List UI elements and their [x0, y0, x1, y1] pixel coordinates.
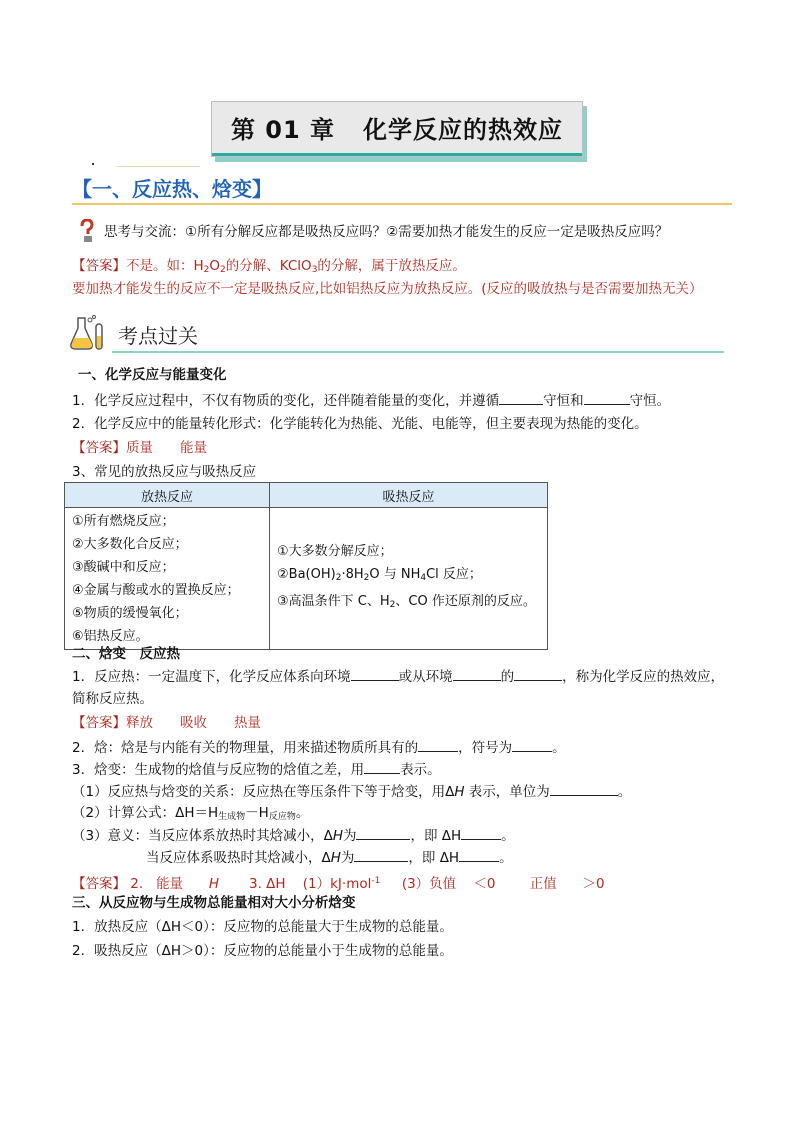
- think-question: 思考与交流：①所有分解反应都是吸热反应吗？②需要加热才能发生的反应一定是吸热反应吗？: [104, 224, 669, 240]
- list-item: ⑤物质的缓慢氧化；: [72, 606, 188, 621]
- list-item: ③酸碱中和反应；: [72, 560, 175, 575]
- part3-line2: 2．吸热反应（ΔH＞0）：反应物的总能量小于生成物的总能量。: [72, 943, 453, 959]
- part2-answer: 【答案】释放 吸收 热量: [72, 715, 261, 731]
- decorative-dot: [92, 163, 94, 165]
- part2-heading: 二、焓变 反应热: [72, 646, 180, 662]
- part2-answer2: 【答案】 2. 能量 H 3. ΔH (1）kJ·mol$^{-1}$ (3）负值 ＜0 正值 ＞0: [72, 876, 605, 892]
- part2-point3: （3）意义：当反应体系放热时其焓减小，ΔH为 ，即 ΔH 。: [72, 825, 515, 846]
- exo-cell: [65, 508, 270, 650]
- section-heading: 【一、反应热、焓变】: [72, 173, 732, 205]
- part2-line1: 1．反应热：一定温度下，化学反应体系向环境 或从环境 的 ，称为化学反应的热效应，: [72, 666, 724, 687]
- decorative-line: [117, 166, 200, 167]
- list-item: ⑥铝热反应。: [72, 629, 149, 644]
- table-header-endo: 吸热反应: [270, 483, 548, 508]
- kaodian-title: 考点过关: [118, 324, 198, 348]
- list-item: ②大多数化合反应；: [72, 537, 188, 552]
- question-mark-icon: [79, 219, 95, 243]
- list-item: ③高温条件下 C、$H_2$、CO 作还原剂的反应。: [277, 594, 536, 610]
- part1-line2: 2．化学反应中的能量转化形式：化学能转化为热能、光能、电能等，但主要表现为热能的变化。: [72, 416, 648, 432]
- part1-line3: 3、常见的放热反应与吸热反应: [72, 464, 257, 480]
- part1-answer: 【答案】质量 能量: [72, 440, 207, 456]
- part1-line1: 1．化学反应过程中，不仅有物质的变化，还伴随着能量的变化，并遵循 守恒和 守恒。: [72, 390, 670, 411]
- part2-point2: （2）计算公式：$\Delta H=H_{生成物}-H_{反应物}$。: [72, 805, 310, 822]
- endo-cell: [270, 508, 548, 650]
- chapter-number: 第 01 章: [230, 116, 336, 144]
- part2-point3-cont: 当反应体系吸热时其焓减小，ΔH为 ，即 ΔH 。: [146, 847, 513, 868]
- reaction-table: [64, 482, 548, 650]
- chapter-title-box: [211, 101, 583, 157]
- flask-icon: [68, 314, 108, 354]
- think-answer-line1: 【答案】不是。如：$H_2O_2$的分解、KClO$_3$的分解，属于放热反应。: [72, 258, 466, 275]
- part2-line2: 2．焓：焓是与内能有关的物理量，用来描述物质所具有的 ，符号为 。: [72, 737, 566, 758]
- part2-point1: （1）反应热与焓变的关系：反应热在等压条件下等于焓变，用ΔH 表示，单位为 。: [72, 781, 631, 802]
- list-item: ④金属与酸或水的置换反应；: [72, 583, 240, 598]
- chapter-name: 化学反应的热效应: [363, 116, 564, 144]
- table-header-exo: 放热反应: [65, 483, 270, 508]
- part1-heading: 一、化学反应与能量变化: [78, 367, 227, 383]
- answer-tag: 【答案】: [72, 258, 126, 274]
- list-item: ①大多数分解反应；: [277, 544, 393, 559]
- part2-line1-cont: 简称反应热。: [72, 691, 153, 707]
- kaodian-underline: [112, 351, 724, 353]
- list-item: $②Ba(OH)_2\cdot 8H_2O$ 与 $NH_4Cl$ 反应；: [277, 567, 482, 583]
- list-item: ①所有燃烧反应；: [72, 514, 175, 529]
- part3-line1: 1．放热反应（ΔH＜0）：反应物的总能量大于生成物的总能量。: [72, 919, 453, 935]
- part3-heading: 三、从反应物与生成物总能量相对大小分析焓变: [72, 895, 356, 911]
- think-answer-line2: 要加热才能发生的反应不一定是吸热反应,比如铝热反应为放热反应。(反应的吸放热与是否需要加热无关）: [72, 281, 703, 297]
- part2-line3: 3．焓变：生成物的焓值与反应物的焓值之差，用 表示。: [72, 759, 441, 780]
